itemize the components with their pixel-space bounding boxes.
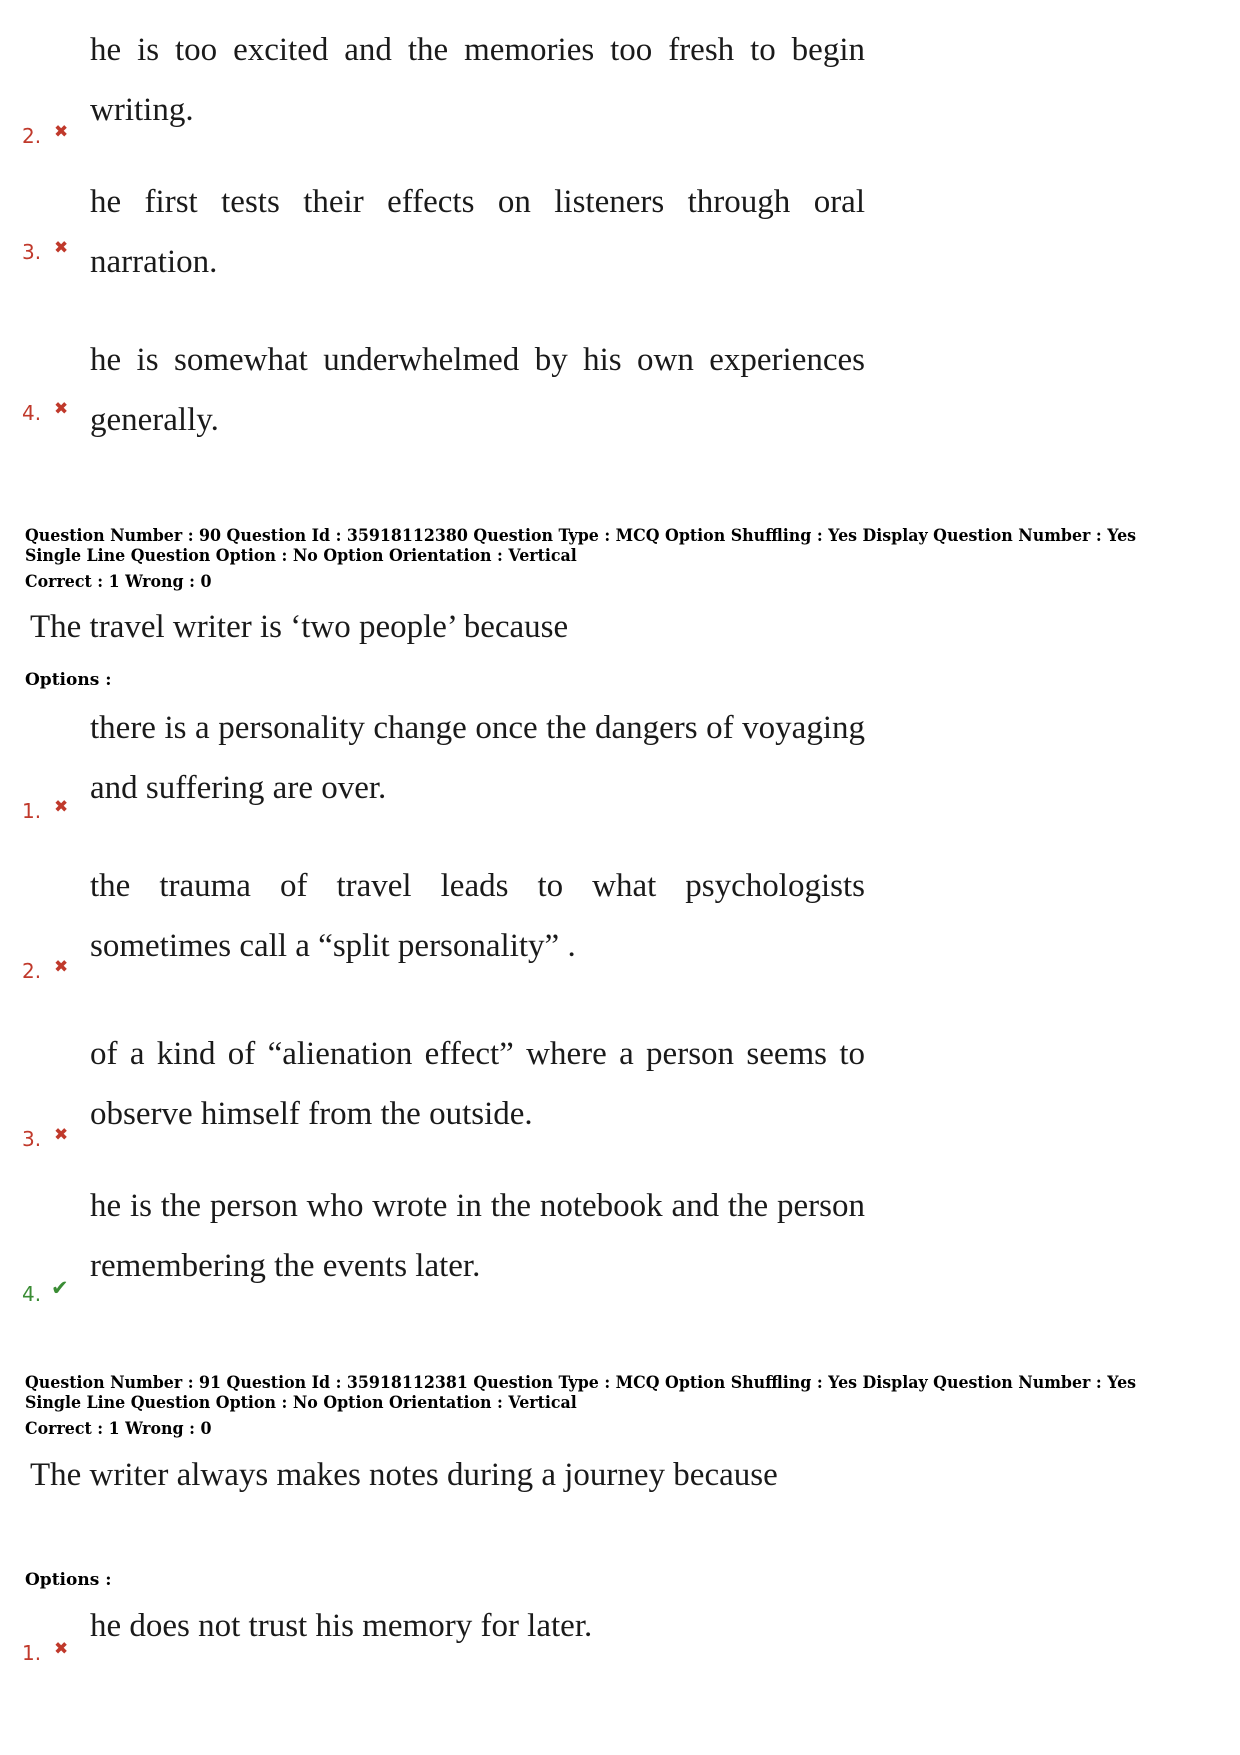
cross-icon: ✖ [54, 238, 69, 258]
cross-icon: ✖ [54, 1125, 69, 1145]
option-number: 1. [22, 799, 42, 823]
cross-icon: ✖ [54, 399, 69, 419]
option-text: he is somewhat underwhelmed by his own experiences generally. [90, 342, 865, 438]
check-icon: ✔ [51, 1276, 69, 1300]
question-meta-line2: Single Line Question Option : No Option Orientation : Vertical [25, 1393, 577, 1413]
option-text: he is the person who wrote in the notebook and the person remembering the events later. [90, 1188, 865, 1284]
question-text: The travel writer is ‘two people’ because [30, 609, 569, 645]
option-4 [0, 330, 900, 460]
option-text: he does not trust his memory for later. [90, 1608, 593, 1644]
cross-icon: ✖ [54, 122, 69, 142]
option-2 [0, 20, 900, 150]
option-number: 2. [22, 959, 42, 983]
option-text: there is a personality change once the dangers of voyaging and suffering are over. [90, 710, 865, 806]
options-label: Options : [25, 670, 112, 690]
option-number: 4. [22, 1282, 42, 1306]
question-marks: Correct : 1 Wrong : 0 [25, 1419, 212, 1439]
option-number: 1. [22, 1641, 42, 1665]
cross-icon: ✖ [54, 797, 69, 817]
option-text: the trauma of travel leads to what psychologists sometimes call a “split personality” . [90, 868, 865, 964]
option-2 [0, 856, 900, 986]
option-number: 4. [22, 401, 42, 425]
option-text: of a kind of “alienation effect” where a person seems to observe himself from the outside. [90, 1036, 865, 1132]
question-marks: Correct : 1 Wrong : 0 [25, 572, 212, 592]
question-meta-line1: Question Number : 90 Question Id : 35918112380 Question Type : MCQ Option Shuffling : Yes Display Question Number : Yes [25, 526, 1137, 546]
question-meta-line2: Single Line Question Option : No Option Orientation : Vertical [25, 546, 577, 566]
option-number: 2. [22, 124, 42, 148]
option-text: he first tests their effects on listeners through oral narration. [90, 184, 865, 280]
option-number: 3. [22, 1127, 42, 1151]
option-3 [0, 1024, 900, 1154]
question-text: The writer always makes notes during a journey because [30, 1457, 778, 1493]
option-1 [0, 1596, 900, 1676]
option-4 [0, 1176, 900, 1306]
cross-icon: ✖ [54, 957, 69, 977]
option-1 [0, 698, 900, 828]
option-text: he is too excited and the memories too fresh to begin writing. [90, 32, 865, 128]
option-3 [0, 172, 900, 302]
cross-icon: ✖ [54, 1639, 69, 1659]
option-number: 3. [22, 240, 42, 264]
question-meta-line1: Question Number : 91 Question Id : 35918112381 Question Type : MCQ Option Shuffling : Yes Display Question Number : Yes [25, 1373, 1137, 1393]
options-label: Options : [25, 1570, 112, 1590]
